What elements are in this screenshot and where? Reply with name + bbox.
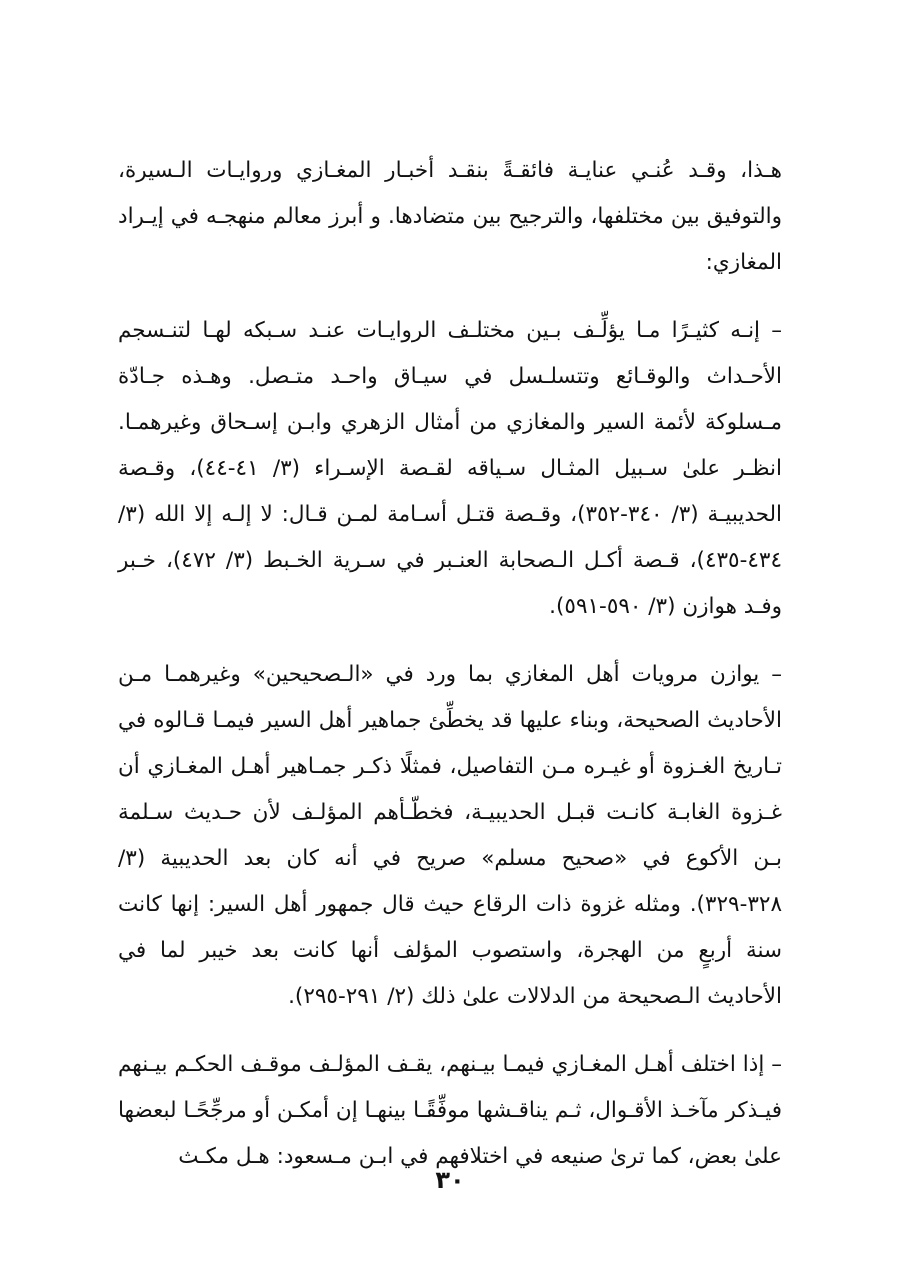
paragraph-harmonizing: – إنـه كثيـرًا مـا يؤلِّـف بـين مختلـف الروايـات عنـد سـبكه لهـا لتنـسجم الأحـداث والوقـائع وتتسلـسل في سيـاق واحـد متـصل. وهـذه جـادّة مـسلوكة لأئمة السير والمغازي من أمثال الزهري وابـن إسـحاق وغيرهمـا. انظـر علىٰ سـبيل المثـال سـياقه لقـصة الإسـراء (٣/ ٤١-٤٤)، وقـصة الحديبيـة (٣/ ٣٤٠-٣٥٢)، وقـصة قتـل أسـامة لمـن قـال: لا إلـه إلا الله (٣/ ٤٣٤-٤٣٥)، قـصة أكـل الـصحابة العنـبر في سـرية الخـبط (٣/ ٤٧٢)، خـبر وفـد هوازن (٣/ ٥٩٠-٥٩١). bbox=[118, 318, 783, 619]
page-number: ٣٠ bbox=[435, 1166, 465, 1194]
body-text bbox=[118, 148, 782, 1202]
paragraph-arbitration: – إذا اختلف أهـل المغـازي فيمـا بيـنهم، يقـف المؤلـف موقـف الحكـم بيـنهم فيـذكر مآخـذ الأقـوال، ثـم يناقـشها موفِّقًـا بينهـا إن أمكـن أو مرجِّحًـا لبعضها علىٰ بعض، كما ترىٰ صنيعه في اختلافهم في ابـن مـسعود: هـل مكـث bbox=[118, 1052, 782, 1169]
paragraph-sahihain: – يوازن مرويات أهل المغازي بما ورد في «الـصحيحين» وغيرهمـا مـن الأحاديث الصحيحة، وبناء عليها قد يخطِّئ جماهير أهل السير فيمـا قـالوه في تـاريخ الغـزوة أو غيـره مـن التفاصيل، فمثلًا ذكـر جمـاهير أهـل المغـازي أن غـزوة الغابـة كانـت قبـل الحديبيـة، فخطّـأهم المؤلـف لأن حـديث سـلمة بـن الأكوع في «صحيح مسلم» صريح في أنه كان بعد الحديبية (٣/ ٣٢٨-٣٢٩). ومثله غزوة ذات الرقاع حيث قال جمهور أهل السير: إنها كانت سنة أربعٍ من الهجرة، واستصوب المؤلف أنها كانت بعد خيبر لما في الأحاديث الـصحيحة من الدلالات علىٰ ذلك (٢/ ٢٩١-٢٩٥). bbox=[118, 662, 782, 1009]
paragraph-intro: هـذا، وقـد عُنـي عنايـة فائقـةً بنقـد أخبـار المغـازي وروايـات الـسيرة، والتوفيق بين مختلفها، والترجيح بين متضادها. و أبرز معالم منهجـه في إيـراد المغازي: bbox=[118, 158, 782, 275]
